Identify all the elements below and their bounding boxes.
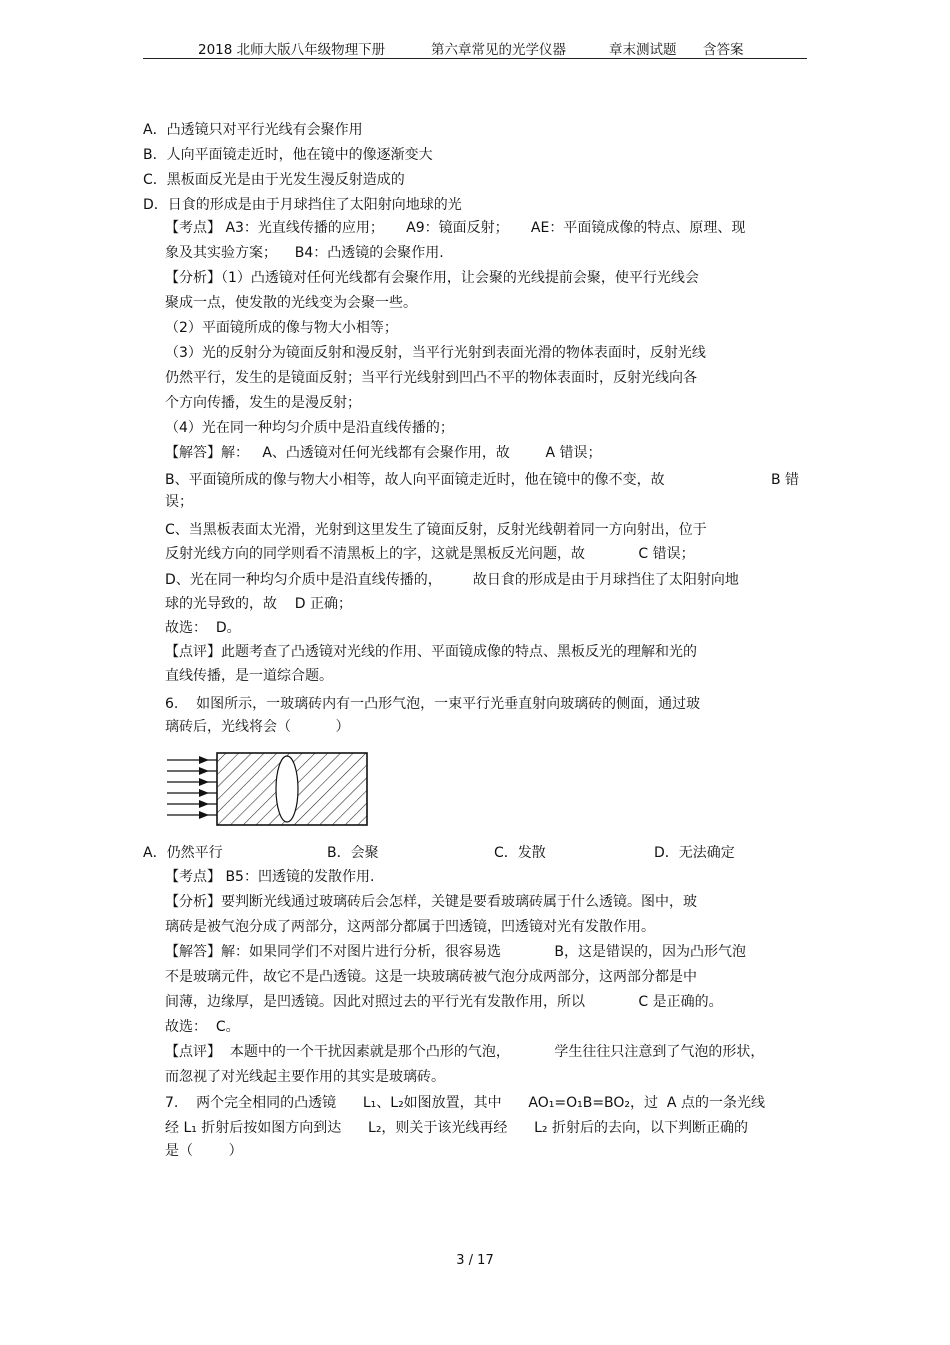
text-line: （3）光的反射分为镜面反射和漫反射，当平行光射到表面光滑的物体表面时，反射光线 (165, 345, 706, 361)
analysis: 【分析】要判断光线通过玻璃砖后会怎样，关键是要看玻璃砖属于什么透镜。图中，玻 (165, 894, 697, 910)
knowledge-point: 【考点】 B5：凹透镜的发散作用. (165, 869, 375, 885)
option-c: C．黑板面反光是由于光发生漫反射造成的 (143, 172, 405, 188)
question-7: 7. 两个完全相同的凸透镜 L₁、L₂如图放置，其中 AO₁=O₁B=BO₂，过 A 点的一条光线 (165, 1095, 765, 1111)
text-line: B 错 (771, 472, 800, 488)
text-line: D、光在同一种均匀介质中是沿直线传播的， 故日食的形成是由于月球挡住了太阳射向地 (165, 572, 739, 588)
header-test: 章末测试题 (609, 42, 677, 58)
text-line: 直线传播，是一道综合题。 (165, 668, 333, 684)
answer-choice: 故选： D。 (165, 620, 241, 636)
knowledge-point: 【考点】 A3：光直线传播的应用； A9：镜面反射； AE：平面镜成像的特点、原理、现 (165, 220, 746, 236)
text-line: （4）光在同一种均匀介质中是沿直线传播的； (165, 420, 454, 436)
header-chapter: 第六章常见的光学仪器 (431, 42, 566, 58)
option-a: A．凸透镜只对平行光线有会聚作用 (143, 122, 363, 138)
text-line: 经 L₁ 折射后按如图方向到达 L₂，则关于该光线再经 L₂ 折射后的去向，以下判断正确的 (165, 1120, 748, 1136)
question-6: 6. 如图所示，一玻璃砖内有一凸形气泡，一束平行光垂直射向玻璃砖的侧面，通过玻 (165, 696, 701, 712)
text-line: 象及其实验方案； B4：凸透镜的会聚作用. (165, 245, 444, 261)
text-line: 不是玻璃元件，故它不是凸透镜。这是一块玻璃砖被气泡分成两部分，这两部分都是中 (165, 969, 697, 985)
text-line: 聚成一点，使发散的光线变为会聚一些。 (165, 295, 417, 311)
convex-air-bubble (276, 756, 298, 822)
page-header (143, 36, 807, 59)
q6-option-c: C．发散 (494, 845, 546, 861)
text-line: B、平面镜所成的像与物大小相等，故人向平面镜走近时，他在镜中的像不变，故 (165, 472, 665, 488)
text-line: 反射光线方向的同学则看不清黑板上的字，这就是黑板反光问题，故 C 错误； (165, 546, 695, 562)
q6-option-b: B．会聚 (327, 845, 379, 861)
comment: 【点评】此题考查了凸透镜对光线的作用、平面镜成像的特点、黑板反光的理解和光的 (165, 644, 697, 660)
analysis: 【分析】（1）凸透镜对任何光线都有会聚作用，让会聚的光线提前会聚，使平行光线会 (165, 270, 699, 286)
text-line: 璃砖后，光线将会（ ） (165, 719, 350, 735)
comment: 【点评】 本题中的一个干扰因素就是那个凸形的气泡， 学生往往只注意到了气泡的形状， (165, 1044, 765, 1060)
solution: 【解答】解： A、凸透镜对任何光线都有会聚作用，故 A 错误； (165, 445, 602, 461)
text-line: C、当黑板表面太光滑，光射到这里发生了镜面反射，反射光线朝着同一方向射出，位于 (165, 522, 707, 538)
text-line: 而忽视了对光线起主要作用的其实是玻璃砖。 (165, 1069, 445, 1085)
parallel-light-rays (167, 756, 217, 819)
text-line: 间薄，边缘厚，是凹透镜。因此对照过去的平行光有发散作用，所以 C 是正确的。 (165, 994, 723, 1010)
text-line: （2）平面镜所成的像与物大小相等； (165, 320, 398, 336)
option-b: B．人向平面镜走近时，他在镜中的像逐渐变大 (143, 147, 433, 163)
header-title: 2018 北师大版八年级物理下册 (198, 42, 386, 58)
text-line: 璃砖是被气泡分成了两部分，这两部分都属于凹透镜，凹透镜对光有发散作用。 (165, 919, 655, 935)
text-line: 球的光导致的，故 D 正确； (165, 596, 353, 612)
text-line: 个方向传播，发生的是漫反射； (165, 395, 361, 411)
text-line: 是（ ） (165, 1143, 243, 1159)
q6-option-d: D．无法确定 (654, 845, 735, 861)
solution: 【解答】解：如果同学们不对图片进行分析，很容易选 B，这是错误的，因为凸形气泡 (165, 944, 747, 960)
option-d: D．日食的形成是由于月球挡住了太阳射向地球的光 (143, 197, 462, 213)
glass-brick-figure (165, 750, 371, 828)
text-line: 仍然平行，发生的是镜面反射；当平行光线射到凹凸不平的物体表面时，反射光线向各 (165, 370, 697, 386)
answer-choice: 故选： C。 (165, 1019, 240, 1035)
text-line: 误； (165, 494, 193, 510)
header-answer: 含答案 (703, 42, 744, 58)
page-number: 3 / 17 (456, 1253, 494, 1268)
q6-option-a: A．仍然平行 (143, 845, 223, 861)
